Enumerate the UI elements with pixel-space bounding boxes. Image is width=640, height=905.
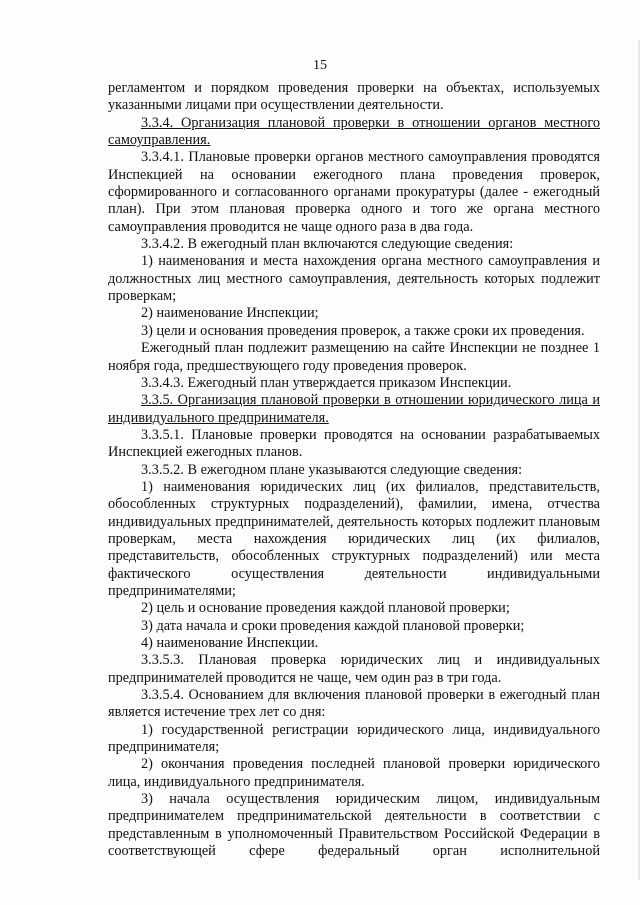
paragraph: 3) начала осуществления юридическим лицом, индивидуальным предпринимателем предпринимательской деятельности в соответствии с представленным в уполномоченный Правительством Российской Федерации в соответствующей сфере федеральный орган исполнительной — [108, 791, 600, 860]
paragraph: регламентом и порядком проведения проверки на объектах, используемых указанными лицами при осуществлении деятельности. — [108, 80, 600, 114]
page-number: 15 — [313, 58, 327, 73]
paragraph: 1) государственной регистрации юридического лица, индивидуального предпринимателя; — [108, 721, 600, 756]
paragraph: 2) окончания проведения последней плановой проверки юридического лица, индивидуального предпринимателя. — [108, 756, 600, 790]
paragraph: 1) наименования и места нахождения органа местного самоуправления и должностных лиц местного самоуправления, деятельность которых подлежит проверкам; — [108, 253, 600, 305]
paragraph: 3) цели и основания проведения проверок, а также сроки их проведения. — [141, 322, 585, 339]
paragraph: 2) цель и основание проведения каждой плановой проверки; — [141, 600, 510, 617]
paragraph: 1) наименования юридических лиц (их филиалов, представительств, обособленных структурных подразделений), фамилии, имена, отчества индивидуальных предпринимателей, деятельность которых подлежит плановым проверкам, места нахождения юридических лиц (их филиалов, представительств, обособленных структурных подразделений) или места фактического осуществления деятельности индивидуальными предпринимателями; — [108, 478, 600, 599]
paragraph: 3.3.5.1. Плановые проверки проводятся на основании разрабатываемых Инспекцией ежегодных планов. — [108, 426, 600, 461]
document-body — [108, 80, 600, 860]
paragraph: 3.3.4.1. Плановые проверки органов местного самоуправления проводятся Инспекцией на основании ежегодного плана проведения проверок, сформированного и согласованного органами прокуратуры (далее - ежегодный план). При этом плановая проверка одного и того же органа местного самоуправления проводится не чаще одного раза в два года. — [108, 149, 600, 235]
section-heading: 3.3.5. Организация плановой проверки в отношении юридического лица и индивидуального предпринимателя. — [108, 392, 600, 426]
paragraph: 3) дата начала и сроки проведения каждой плановой проверки; — [141, 617, 525, 634]
paragraph: 3.3.4.2. В ежегодный план включаются следующие сведения: — [141, 236, 514, 253]
paragraph: Ежегодный план подлежит размещению на сайте Инспекции не позднее 1 ноября года, предшествующего году проведения проверок. — [108, 340, 600, 374]
paragraph: 4) наименование Инспекции. — [141, 635, 319, 651]
paragraph: 2) наименование Инспекции; — [141, 305, 319, 322]
paragraph: 3.3.5.4. Основанием для включения плановой проверки в ежегодный план является истечение трех лет со дня: — [108, 687, 600, 721]
section-heading: 3.3.4. Организация плановой проверки в отношении органов местного самоуправления. — [108, 114, 600, 149]
paragraph: 3.3.5.3. Плановая проверка юридических лиц и индивидуальных предпринимателей проводится не чаще, чем один раз в три года. — [108, 652, 600, 686]
paragraph: 3.3.4.3. Ежегодный план утверждается приказом Инспекции. — [141, 374, 512, 391]
paragraph: 3.3.5.2. В ежегодном плане указываются следующие сведения: — [141, 461, 523, 478]
